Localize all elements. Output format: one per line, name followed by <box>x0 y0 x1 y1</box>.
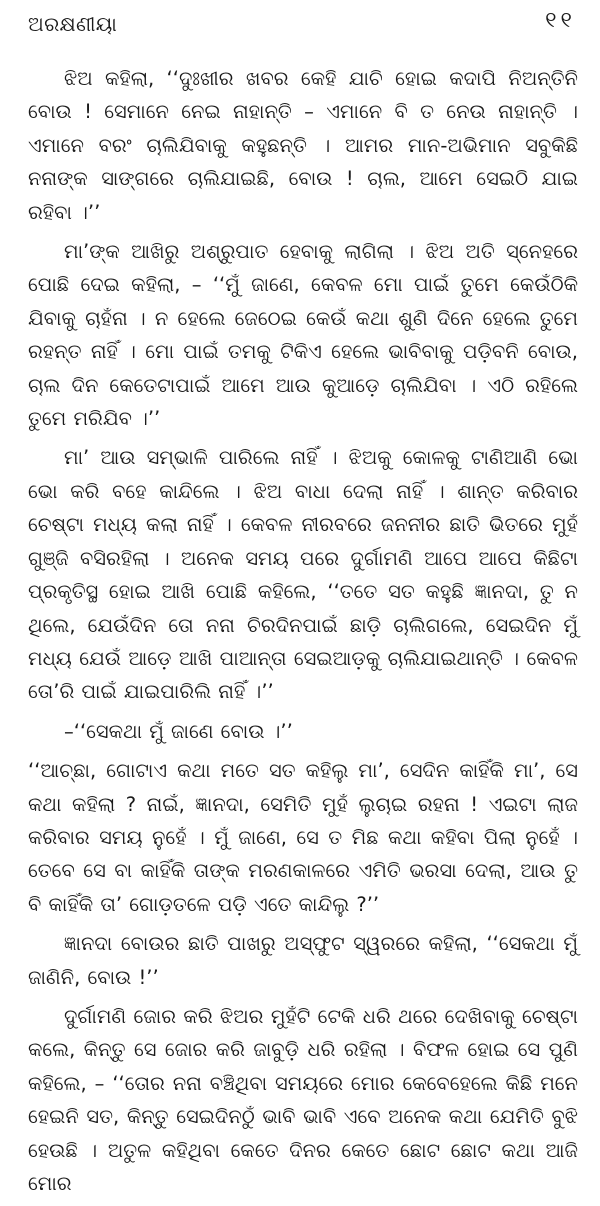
page-header <box>28 6 576 42</box>
paragraph: ଝିଅ କହିଲା, ‘‘ଦୁଃଖୀର ଖବର କେହି ଯାଚି ହୋଇ କଦାପି ନିଅନ୍ତିନି ବୋଉ ! ସେମାନେ ନେଇ ନାହାନ୍ତି – ଏମାନେ ବି ତ ନେଉ ନାହାନ୍ତି । ଏମାନେ ବରଂ ଚାଲିଯିବାକୁ କହୁଛନ୍ତି । ଆମର ମାନ-ଅଭିମାନ ସବୁକିଛି ନନାଙ୍କ ସାଙ୍ଗରେ ଚାଲିଯାଇଛି, ବୋଉ ! ଚାଲ, ଆମେ ସେଇଠି ଯାଇ ରହିବା ।’’ <box>28 67 578 224</box>
paragraph: –‘‘ସେକଥା ମୁଁ ଜାଣେ ବୋଉ ।’’ <box>64 719 293 743</box>
body-text <box>28 62 578 1206</box>
running-title: ଅରକ୍ଷଣୀୟା <box>28 12 118 36</box>
paragraph: ଜ୍ଞାନଦା ବୋଉର ଛାତି ପାଖରୁ ଅସ୍ଫୁଟ ସ୍ୱରରେ କହିଲା, ‘‘ସେକଥା ମୁଁ ଜାଣିନି, ବୋଉ !’’ <box>28 932 578 989</box>
paragraph: ‘‘ଆଚ୍ଛା, ଗୋଟାଏ କଥା ମତେ ସତ କହିଲୁ ମା’, ସେଦିନ କାହିଁକି ମା’, ସେ କଥା କହିଲା ? ନାଇଁ, ଜ୍ଞାନଦା, ସେମିତି ମୁହଁ ଲୁଚାଇ ରହନା ! ଏଇଟା ଲାଜ କରିବାର ସମୟ ନୁହେଁ । ମୁଁ ଜାଣେ, ସେ ତ ମିଛ କଥା କହିବା ପିଲା ନୁହେଁ । ତେବେ ସେ ବା କାହିଁକି ତାଙ୍କ ମରଣକାଳରେ ଏମିତି ଭରସା ଦେଲା, ଆଉ ତୁ ବି କାହିଁକି ତା’ ଗୋଡ଼ତଳେ ପଡ଼ି ଏତେ କାନ୍ଦିଲୁ ?’’ <box>28 759 578 916</box>
paragraph: ଦୁର୍ଗାମଣି ଜୋର କରି ଝିଅର ମୁହଁଟି ଟେକି ଧରି ଥରେ ଦେଖିବାକୁ ଚେଷ୍ଟା କଲେ, କିନ୍ତୁ ସେ ଜୋର କରି ଜାବୁଡ଼ି ଧରି ରହିଲା । ବିଫଳ ହୋଇ ସେ ପୁଣି କହିଲେ, – ‘‘ତୋର ନନା ବଞ୍ଚିଥିବା ସମୟରେ ମୋର କେବେହେଲେ କିଛି ମନେ ହେଇନି ସତ, କିନ୍ତୁ ସେଇଦିନଠୁଁ ଭାବି ଭାବି ଏବେ ଅନେକ କଥା ଯେମିତି ବୁଝି ହେଉଛି । ଅତୁଳ କହିଥିବା କେତେ ଦିନର କେତେ ଛୋଟ ଛୋଟ କଥା ଆଜି ମୋର <box>28 1004 578 1195</box>
paragraph: ମା’ଙ୍କ ଆଖିରୁ ଅଶ୍ରୁପାତ ହେବାକୁ ଲାଗିଲା । ଝିଅ ଅତି ସ୍ନେହରେ ପୋଛି ଦେଇ କହିଲା, – ‘‘ମୁଁ ଜାଣେ, କେବଳ ମୋ ପାଇଁ ତୁମେ କେଉଁଠିକି ଯିବାକୁ ଚାହଁନା । ନ ହେଲେ ଜେଠେଇ କେଉଁ କଥା ଶୁଣି ଦିନେ ହେଲେ ତୁମେ ରହନ୍ତ ନାହିଁ । ମୋ ପାଇଁ ତମକୁ ଟିକିଏ ହେଲେ ଭାବିବାକୁ ପଡ଼ିବନି ବୋଉ, ଚାଲ ଦିନ କେତେଟାପାଇଁ ଆମେ ଆଉ କୁଆଡ଼େ ଚାଲିଯିବା । ଏଠି ରହିଲେ ତୁମେ ମରିଯିବ ।’’ <box>28 240 578 431</box>
paragraph: ମା’ ଆଉ ସମ୍ଭାଳି ପାରିଲେ ନାହିଁ । ଝିଅକୁ କୋଳକୁ ଟାଣିଆଣି ଭୋ ଭୋ କରି ବହେ କାନ୍ଦିଲେ । ଝିଅ ବାଧା ଦେଲା ନାହିଁ । ଶାନ୍ତ କରିବାର ଚେଷ୍ଟା ମଧ୍ୟ କଲା ନାହିଁ । କେବଳ ନୀରବରେ ଜନନୀର ଛାତି ଭିତରେ ମୁହଁ ଗୁଞ୍ଜି ବସିରହିଲା । ଅନେକ ସମୟ ପରେ ଦୁର୍ଗାମଣି ଆପେ ଆପେ କିଛିଟା ପ୍ରକୃତିସ୍ଥ ହୋଇ ଆଖି ପୋଛି କହିଲେ, ‘‘ତତେ ସତ କହୁଛି ଜ୍ଞାନଦା, ତୁ ନ ଥିଲେ, ଯେଉଁଦିନ ତୋ ନନା ଚିରଦିନପାଇଁ ଛାଡ଼ି ଚାଲିଗଲେ, ସେଇଦିନ ମୁଁ ମଧ୍ୟ ଯେଉଁ ଆଡ଼େ ଆଖି ପାଆନ୍ତା ସେଇଆଡ଼କୁ ଚାଲିଯାଇଥାନ୍ତି । କେବଳ ତୋ’ରି ପାଇଁ ଯାଇପାରିଲି ନାହିଁ ।’’ <box>28 446 578 704</box>
page-number: ୧୧ <box>545 8 576 33</box>
